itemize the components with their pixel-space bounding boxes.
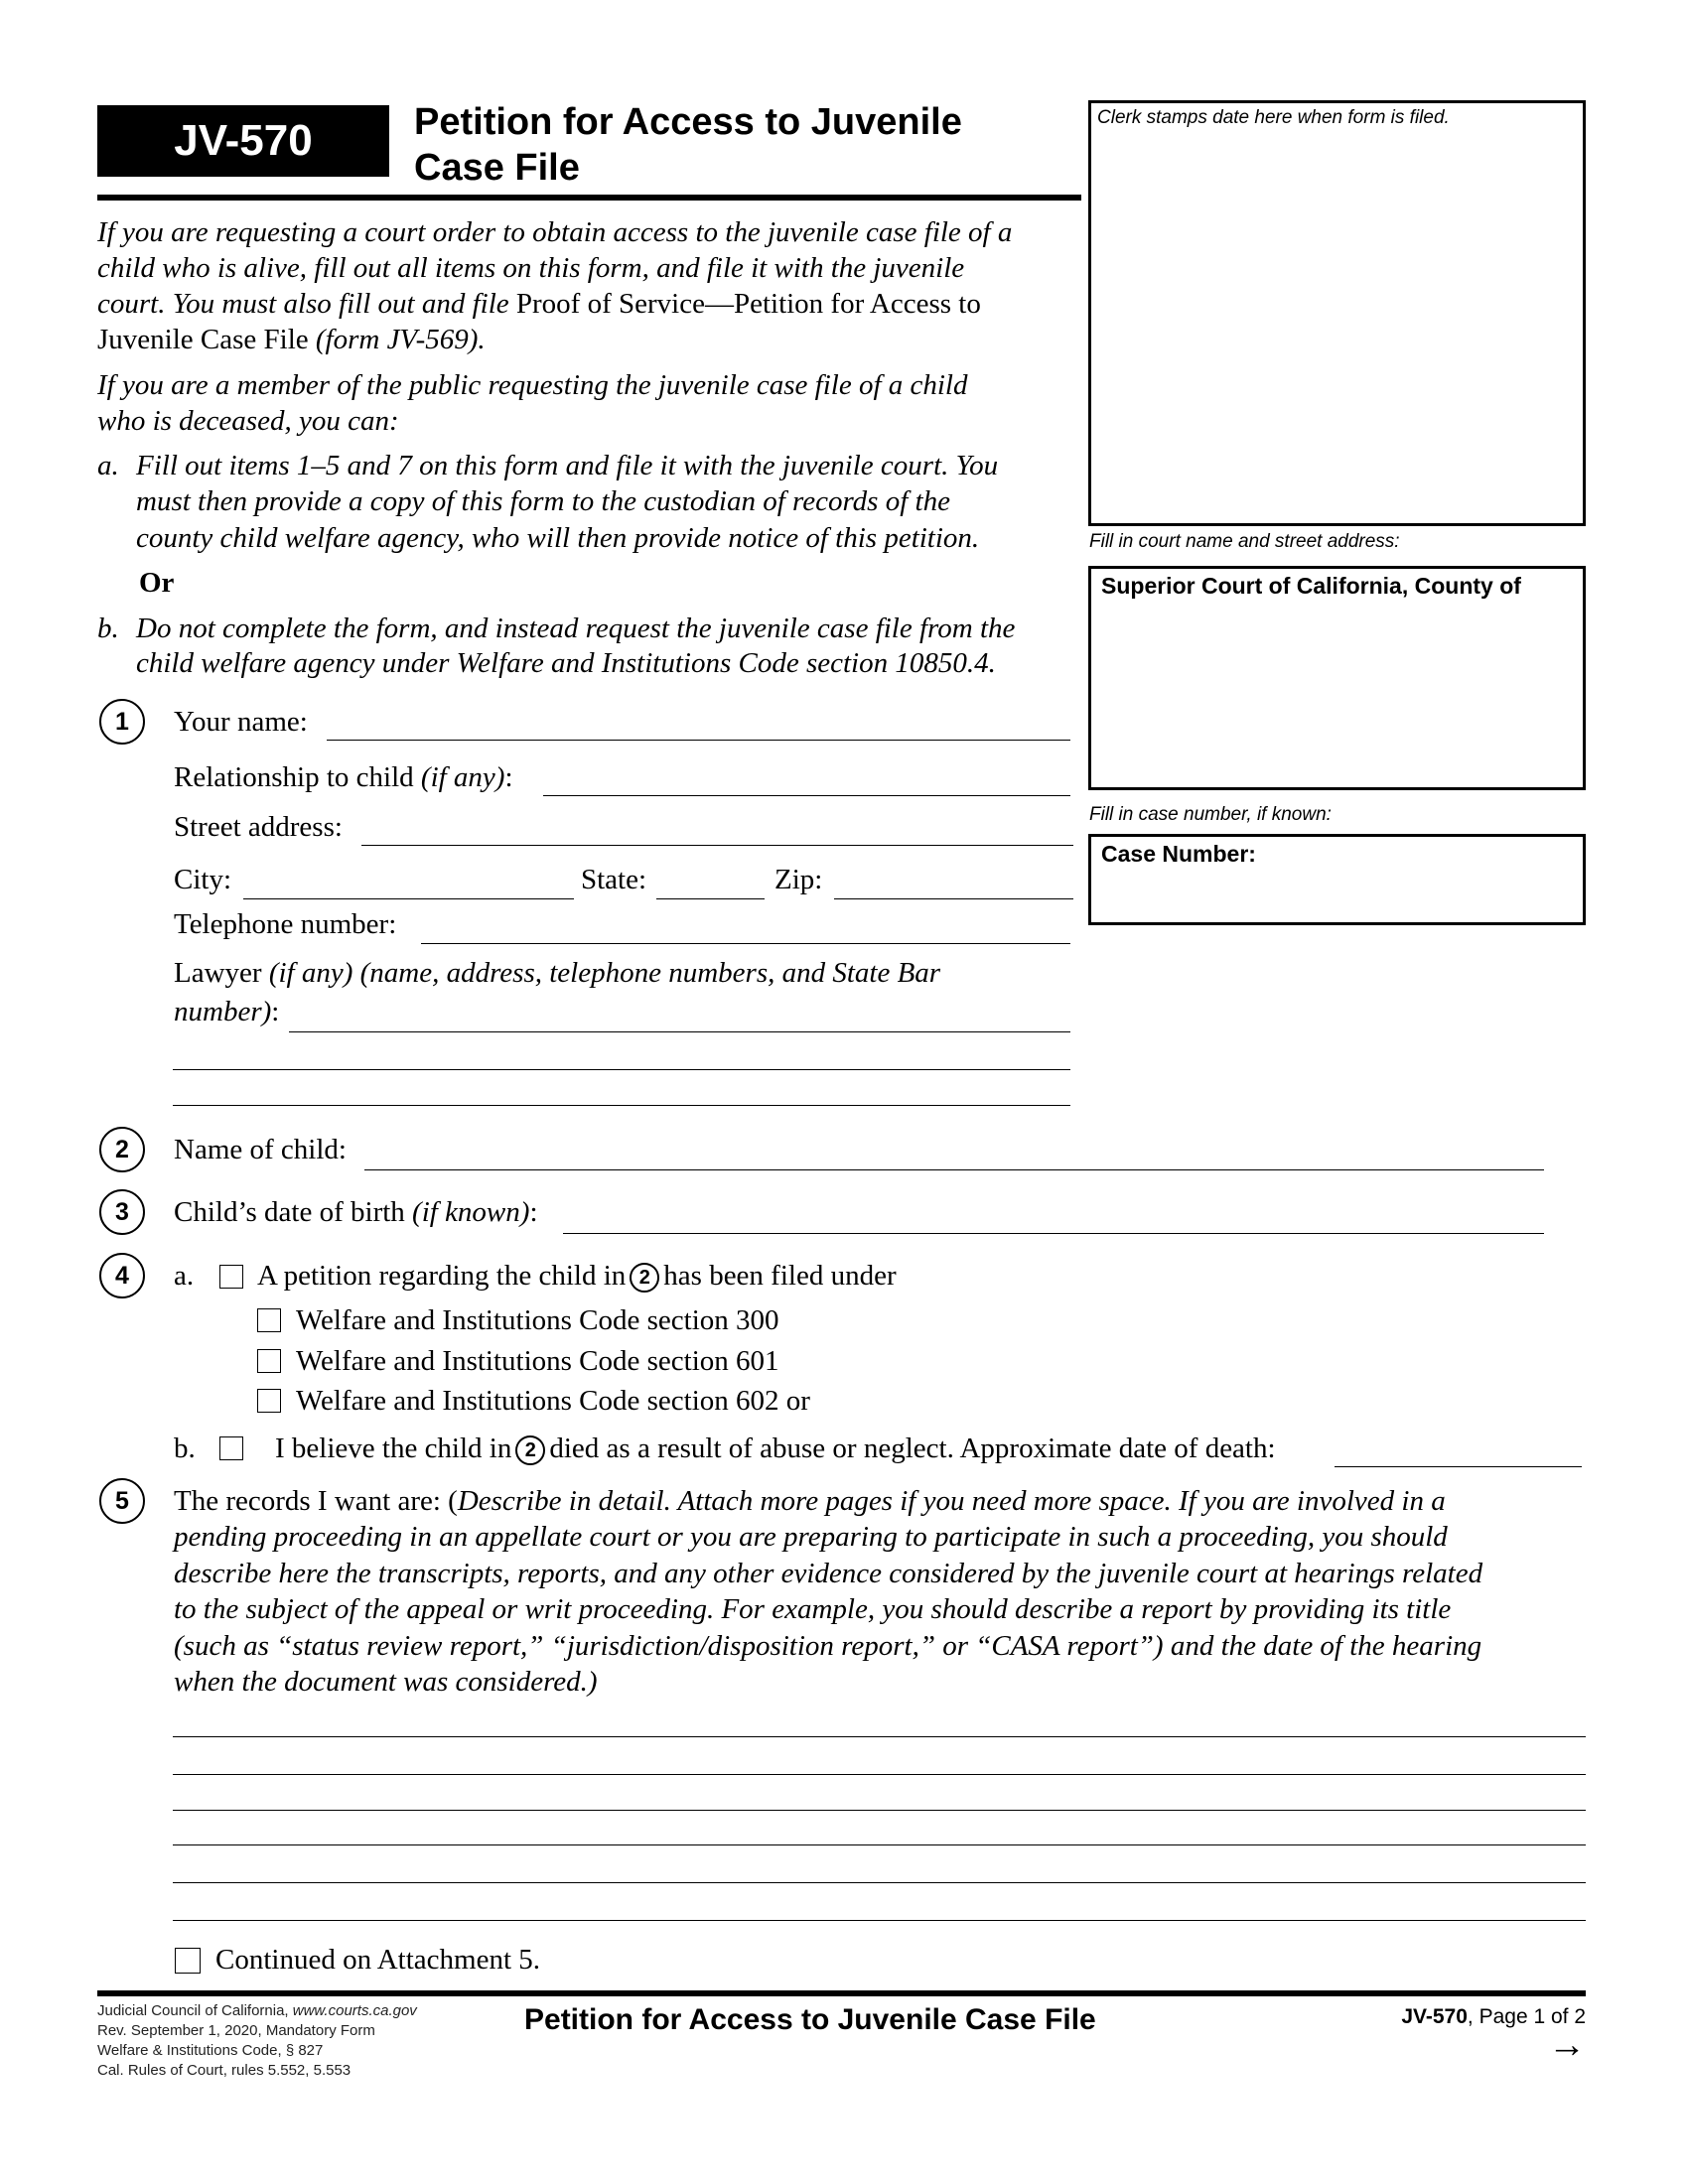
item-number-3: 3 xyxy=(99,1189,145,1235)
option-b-text: child welfare agency under Welfare and Institutions Code section 10850.4. xyxy=(136,647,996,679)
abuse-text: died as a result of abuse or neglect. Approximate date of death: xyxy=(549,1433,1276,1464)
item-number-1: 1 xyxy=(99,699,145,745)
petition-filed-label xyxy=(257,1258,897,1294)
records-field-line[interactable] xyxy=(173,1774,1586,1775)
lawyer-qualifier: (if any) (name, address, telephone numbers, and State Bar xyxy=(268,957,941,989)
item4-a-marker: a. xyxy=(174,1260,195,1292)
case-number-label: Case Number: xyxy=(1101,841,1256,867)
zip-label: Zip: xyxy=(774,864,823,895)
child-name-field[interactable] xyxy=(364,1169,1544,1170)
intro-text-part: court. You must also fill out and file xyxy=(97,288,516,320)
footer-title: Petition for Access to Juvenile Case File xyxy=(524,2003,1096,2036)
records-field-line[interactable] xyxy=(173,1844,1586,1845)
footer-revision: Rev. September 1, 2020, Mandatory Form xyxy=(97,2022,375,2039)
section-300-label: Welfare and Institutions Code section 300 xyxy=(296,1304,779,1336)
your-name-label: Your name: xyxy=(174,706,308,738)
item-number-5: 5 xyxy=(99,1478,145,1524)
form-reference: Juvenile Case File xyxy=(97,324,316,355)
records-text: describe here the transcripts, reports, and any other evidence considered by the juvenile court at hearings related xyxy=(174,1558,1483,1589)
option-a-text: Fill out items 1–5 and 7 on this form and file it with the juvenile court. You xyxy=(136,450,999,481)
continued-attachment-checkbox[interactable] xyxy=(175,1948,201,1974)
item-number-2: 2 xyxy=(99,1127,145,1172)
footer-form-id: JV-570 xyxy=(1401,2005,1468,2028)
lawyer-field-line2[interactable] xyxy=(173,1069,1070,1070)
footer-page-number: , Page 1 of 2 xyxy=(1467,2005,1586,2028)
your-name-field[interactable] xyxy=(327,740,1070,741)
lawyer-qualifier: number) xyxy=(174,996,272,1027)
records-text: (such as “status review report,” “jurisdiction/disposition report,” or “CASA report”) and the date of the hearing xyxy=(174,1630,1482,1662)
abuse-neglect-checkbox[interactable] xyxy=(219,1436,243,1460)
option-b-text: Do not complete the form, and instead request the juvenile case file from the xyxy=(136,613,1016,644)
intro-text: child who is alive, fill out all items on this form, and file it with the juvenile xyxy=(97,252,965,284)
section-602-label: Welfare and Institutions Code section 602 or xyxy=(296,1385,810,1417)
intro-text: If you are a member of the public requesting the juvenile case file of a child xyxy=(97,369,968,401)
relationship-field[interactable] xyxy=(543,795,1070,796)
street-address-label: Street address: xyxy=(174,811,343,843)
state-field[interactable] xyxy=(656,898,765,899)
child-name-label: Name of child: xyxy=(174,1134,347,1165)
dob-qualifier: (if known) xyxy=(412,1196,530,1228)
dob-text: Child’s date of birth xyxy=(174,1196,413,1228)
intro-text xyxy=(97,322,486,357)
street-address-field[interactable] xyxy=(361,845,1073,846)
lawyer-text: Lawyer xyxy=(174,957,269,989)
header-rule xyxy=(97,195,1081,201)
form-title-line2: Case File xyxy=(414,147,580,189)
records-field-line[interactable] xyxy=(173,1736,1586,1737)
child-dob-field[interactable] xyxy=(563,1233,1544,1234)
item-ref-2: 2 xyxy=(630,1263,659,1293)
telephone-label: Telephone number: xyxy=(174,908,397,940)
item-ref-2: 2 xyxy=(515,1435,545,1465)
records-field-line[interactable] xyxy=(173,1920,1586,1921)
continued-attachment-label: Continued on Attachment 5. xyxy=(215,1944,541,1976)
colon: : xyxy=(529,1196,538,1228)
records-field-line[interactable] xyxy=(173,1810,1586,1811)
option-a-marker: a. xyxy=(97,450,119,481)
footer-rules: Cal. Rules of Court, rules 5.552, 5.553 xyxy=(97,2062,352,2079)
intro-text: If you are requesting a court order to obtain access to the juvenile case file of a xyxy=(97,216,1013,248)
city-label: City: xyxy=(174,864,232,895)
item-number-4: 4 xyxy=(99,1253,145,1298)
item4-b-marker: b. xyxy=(174,1433,196,1464)
records-text: pending proceeding in an appellate court or you are preparing to participate in such a proceeding, you should xyxy=(174,1521,1448,1553)
option-b-marker: b. xyxy=(97,613,119,644)
form-title-line1: Petition for Access to Juvenile xyxy=(414,101,962,143)
records-text: Describe in detail. Attach more pages if you need more space. If you are involved in a xyxy=(457,1485,1446,1517)
option-a-text: county child welfare agency, who will then provide notice of this petition. xyxy=(136,522,980,554)
relationship-label xyxy=(174,759,513,795)
footer-council: Judicial Council of California, xyxy=(97,2002,293,2019)
court-name-label: Superior Court of California, County of xyxy=(1101,573,1521,599)
records-text: to the subject of the appeal or writ proceeding. For example, you should describe a report by providing its title xyxy=(174,1593,1452,1625)
relationship-qualifier: (if any) xyxy=(420,761,505,793)
footer-code: Welfare & Institutions Code, § 827 xyxy=(97,2042,324,2059)
records-text: when the document was considered.) xyxy=(174,1666,598,1698)
case-number-instruction: Fill in case number, if known: xyxy=(1089,804,1332,825)
section-601-checkbox[interactable] xyxy=(257,1349,281,1373)
petition-text: has been filed under xyxy=(663,1260,897,1292)
case-number-box[interactable] xyxy=(1088,834,1586,925)
court-instruction: Fill in court name and street address: xyxy=(1089,531,1400,552)
form-id-badge: JV-570 xyxy=(97,105,389,177)
relationship-text: Relationship to child xyxy=(174,761,421,793)
clerk-stamp-label: Clerk stamps date here when form is filed. xyxy=(1097,107,1450,128)
footer-source xyxy=(97,2001,417,2021)
petition-text: A petition regarding the child in xyxy=(257,1260,627,1292)
child-dob-label xyxy=(174,1194,538,1230)
date-of-death-field[interactable] xyxy=(1335,1466,1582,1467)
telephone-field[interactable] xyxy=(421,943,1070,944)
intro-text-part: (form JV-569). xyxy=(315,324,486,355)
city-field[interactable] xyxy=(243,898,574,899)
lawyer-label xyxy=(174,955,940,991)
records-lead: The records I want are: ( xyxy=(174,1485,458,1517)
records-instructions xyxy=(174,1483,1446,1519)
or-label: Or xyxy=(139,567,175,599)
lawyer-field[interactable] xyxy=(289,1031,1070,1032)
section-602-checkbox[interactable] xyxy=(257,1389,281,1413)
next-page-arrow-icon[interactable]: → xyxy=(1548,2024,1586,2066)
abuse-text: I believe the child in xyxy=(275,1433,512,1464)
records-field-line[interactable] xyxy=(173,1882,1586,1883)
petition-filed-checkbox[interactable] xyxy=(219,1265,243,1289)
lawyer-field-line3[interactable] xyxy=(173,1105,1070,1106)
colon: : xyxy=(504,761,513,793)
intro-text xyxy=(97,286,981,322)
lawyer-label-cont xyxy=(174,994,279,1029)
zip-field[interactable] xyxy=(834,898,1073,899)
option-a-text: must then provide a copy of this form to the custodian of records of the xyxy=(136,485,950,517)
footer-website-link[interactable]: www.courts.ca.gov xyxy=(292,2002,417,2019)
court-name-box[interactable] xyxy=(1088,566,1586,790)
section-601-label: Welfare and Institutions Code section 601 xyxy=(296,1345,779,1377)
abuse-neglect-label xyxy=(275,1431,1276,1466)
colon: : xyxy=(271,996,280,1027)
section-300-checkbox[interactable] xyxy=(257,1308,281,1332)
clerk-stamp-box xyxy=(1088,100,1586,526)
form-reference: Proof of Service—Petition for Access to xyxy=(515,288,981,320)
state-label: State: xyxy=(581,864,647,895)
footer-rule xyxy=(97,1990,1586,1996)
intro-text: who is deceased, you can: xyxy=(97,405,399,437)
